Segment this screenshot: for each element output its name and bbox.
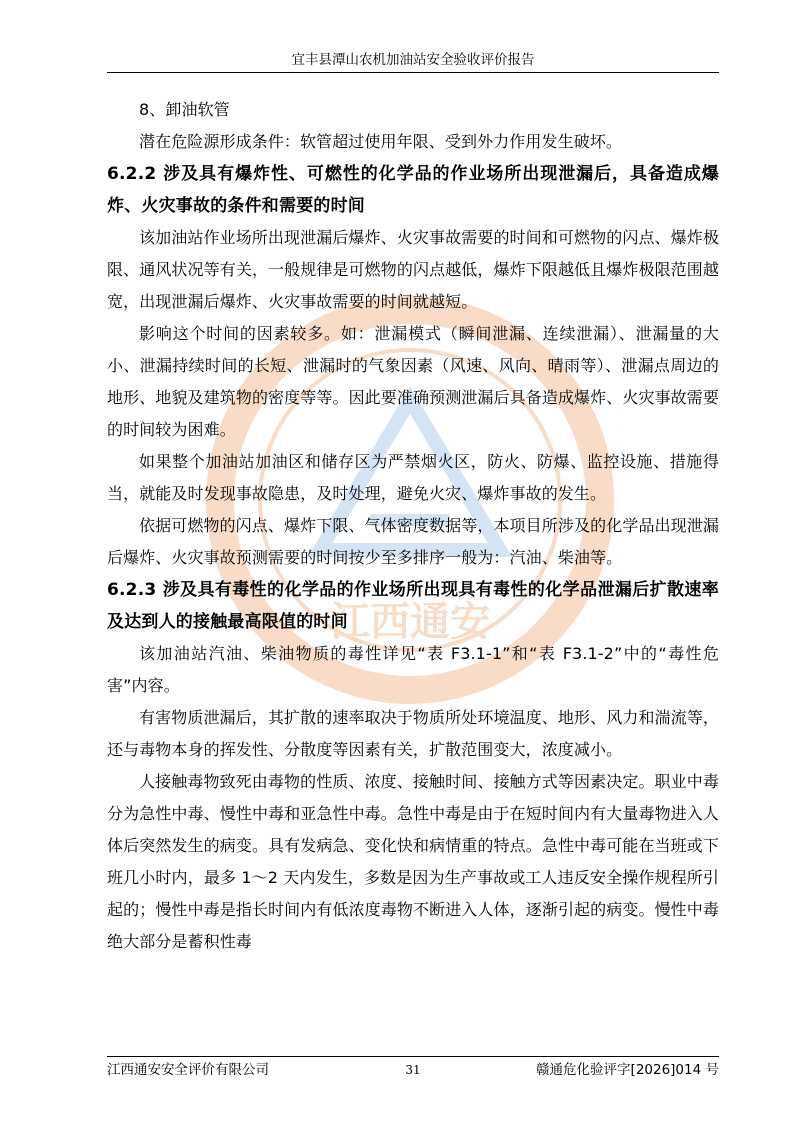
paragraph: 该加油站作业场所出现泄漏后爆炸、火灾事故需要的时间和可燃物的闪点、爆炸极限、通风状况等有关，一般规律是可燃物的闪点越低，爆炸下限越低且爆炸极限范围越宽，出现泄漏后爆炸、火灾事故需要的时间就越短。 xyxy=(107,228,719,311)
paragraph: 该加油站汽油、柴油物质的毒性详见“表 F3.1-1”和“表 F3.1-2”中的“毒性危害”内容。 xyxy=(107,644,719,695)
header-title: 宜丰县潭山农机加油站安全验收评价报告 xyxy=(291,52,535,68)
paragraph: 如果整个加油站加油区和储存区为严禁烟火区，防火、防爆、监控设施、措施得当，就能及时发现事故隐患，及时处理，避免火灾、爆炸事故的发生。 xyxy=(107,452,719,503)
footer-page-number: 31 xyxy=(405,1063,421,1077)
paragraph: 依据可燃物的闪点、爆炸下限、气体密度数据等，本项目所涉及的化学品出现泄漏后爆炸、火灾事故预测需要的时间按少至多排序一般为：汽油、柴油等。 xyxy=(107,516,719,567)
section-heading: 6.2.2 涉及具有爆炸性、可燃性的化学品的作业场所出现泄漏后，具备造成爆炸、火灾事故的条件和需要的时间 xyxy=(107,164,720,216)
watermark-text: 江西通安 xyxy=(330,599,490,645)
paragraph: 8、卸油软管 xyxy=(139,100,230,119)
page-header xyxy=(107,50,719,73)
footer-company: 江西通安安全评价有限公司 xyxy=(107,1062,269,1078)
page-footer xyxy=(107,1056,719,1078)
paragraph: 潜在危险源形成条件：软管超过使用年限、受到外力作用发生破坏。 xyxy=(139,132,623,151)
paragraph: 人接触毒物致死由毒物的性质、浓度、接触时间、接触方式等因素决定。职业中毒分为急性中毒、慢性中毒和亚急性中毒。急性中毒是由于在短时间内有大量毒物进入人体后突然发生的病变。具有发病急、变化快和病情重的特点。急性中毒可能在当班或下班几小时内，最多 1～2 天内发生，多数是因为生产事故或工人违反安全操作规程所引起的；慢性中毒是指长时间内有低浓度毒物不断进入人体，逐渐引起的病变。慢性中毒绝大部分是蓄积性毒 xyxy=(107,772,719,951)
paragraph: 影响这个时间的因素较多。如：泄漏模式（瞬间泄漏、连续泄漏）、泄漏量的大小、泄漏持续时间的长短、泄漏时的气象因素（风速、风向、晴雨等）、泄漏点周边的地形、地貌及建筑物的密度等等。因此要准确预测泄漏后具备造成爆炸、火灾事故需要的时间较为困难。 xyxy=(107,324,719,439)
footer-doc-number: 赣通危化验评字[2026]014 号 xyxy=(536,1062,719,1078)
section-heading: 6.2.3 涉及具有毒性的化学品的作业场所出现具有毒性的化学品泄漏后扩散速率及达到人的接触最高限值的时间 xyxy=(107,580,719,632)
paragraph: 有害物质泄漏后，其扩散的速率取决于物质所处环境温度、地形、风力和湍流等，还与毒物本身的挥发性、分散度等因素有关，扩散范围变大，浓度减小。 xyxy=(107,708,719,759)
document-body xyxy=(107,94,719,958)
